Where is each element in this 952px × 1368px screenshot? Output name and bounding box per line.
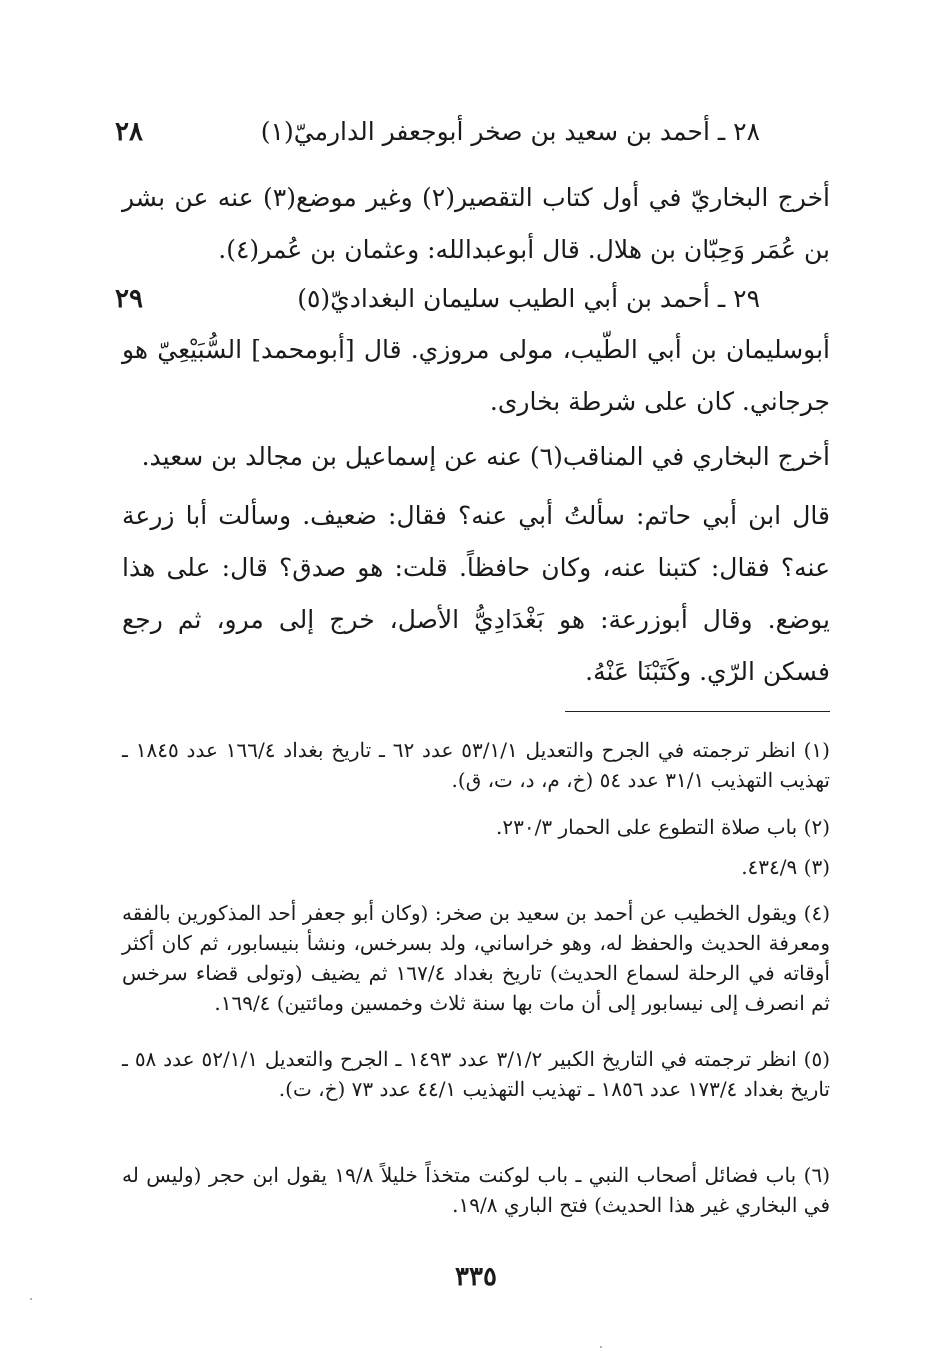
entry-heading: ٢٨ ـ أحمد بن سعيد بن صخر أبوجعفر الدارميّ(١)	[260, 117, 760, 146]
footnote	[122, 1160, 830, 1220]
footnote-number: (١)	[803, 738, 830, 762]
footnote	[122, 898, 830, 1018]
footnote	[122, 812, 830, 842]
scan-speck	[30, 1298, 32, 1300]
footnote-text: باب فضائل أصحاب النبي ـ باب لوكنت متخذاً خليلاً ١٩/٨ يقول ابن حجر (وليس له في البخاري غير هذا الحديث) فتح الباري ١٩/٨.	[122, 1163, 830, 1217]
paragraph: أخرج البخاري في المناقب(٦) عنه عن إسماعيل بن مجالد بن سعيد.	[141, 442, 830, 471]
footnote-text: باب صلاة التطوع على الحمار ٢٣٠/٣.	[496, 815, 798, 839]
footnote	[122, 852, 830, 882]
entry-margin-number: ٢٩	[115, 284, 143, 314]
footnote-separator	[565, 711, 830, 712]
footnote	[122, 1044, 830, 1104]
footnote-text: ٤٣٤/٩.	[741, 855, 798, 879]
footnote-number: (٢)	[803, 815, 830, 839]
footnote-number: (٥)	[803, 1047, 831, 1071]
footnote-number: (٤)	[803, 901, 831, 925]
footnote-number: (٦)	[803, 1163, 830, 1187]
paragraph: قال ابن أبي حاتم: سألتُ أبي عنه؟ فقال: ضعيف. وسألت أبا زرعة عنه؟ فقال: كتبنا عنه، وكان حافظاً. قلت: هو صدق؟ قال: على هذا يوضع. وقال أبوزرعة: هو بَغْدَادِيُّ الأصل، خرج إلى مرو، ثم رجع فسكن الرّي. وكَتَبْنَا عَنْهُ.	[122, 501, 830, 686]
paragraph: أخرج البخاريّ في أول كتاب التقصير(٢) وغير موضع(٣) عنه عن بشر بن عُمَر وَحِبّان بن هلال. قال أبوعبدالله: وعثمان بن عُمر(٤).	[122, 183, 830, 264]
footnote-text: ويقول الخطيب عن أحمد بن سعيد بن صخر: (وكان أبو جعفر أحد المذكورين بالفقه ومعرفة الحديث والحفظ له، وهو خراساني، ولد بسرخس، ونشأ بنيسابور، ثم كان أكثر أوقاته في الرحلة لسماع الحديث) تاريخ بغداد ١٦٧/٤ ثم يضيف (وتولى قضاء سرخس ثم انصرف إلى نيسابور إلى أن مات بها سنة ثلاث وخمسين ومائتين) ١٦٩/٤.	[122, 901, 830, 1015]
footnote-number: (٣)	[803, 855, 830, 879]
scan-speck	[600, 1346, 602, 1348]
page-number: ٣٣٥	[455, 1262, 497, 1292]
entry-heading: ٢٩ ـ أحمد بن أبي الطيب سليمان البغداديّ(٥)	[297, 284, 760, 313]
footnote-text: انظر ترجمته في التاريخ الكبير ٣/١/٢ عدد ١٤٩٣ ـ الجرح والتعديل ٥٢/١/١ عدد ٥٨ ـ تاريخ بغداد ١٧٣/٤ عدد ١٨٥٦ ـ تهذيب التهذيب ٤٤/١ عدد ٧٣ (خ، ت).	[122, 1047, 830, 1101]
paragraph: أبوسليمان بن أبي الطّيب، مولى مروزي. قال [أبومحمد] السُّبَيْعِيّ هو جرجاني. كان على شرطة بخارى.	[122, 335, 830, 416]
entry-margin-number: ٢٨	[115, 117, 143, 147]
footnote	[122, 735, 830, 795]
footnote-text: انظر ترجمته في الجرح والتعديل ٥٣/١/١ عدد ٦٢ ـ تاريخ بغداد ١٦٦/٤ عدد ١٨٤٥ ـ تهذيب التهذيب ٣١/١ عدد ٥٤ (خ، م، د، ت، ق).	[122, 738, 830, 792]
